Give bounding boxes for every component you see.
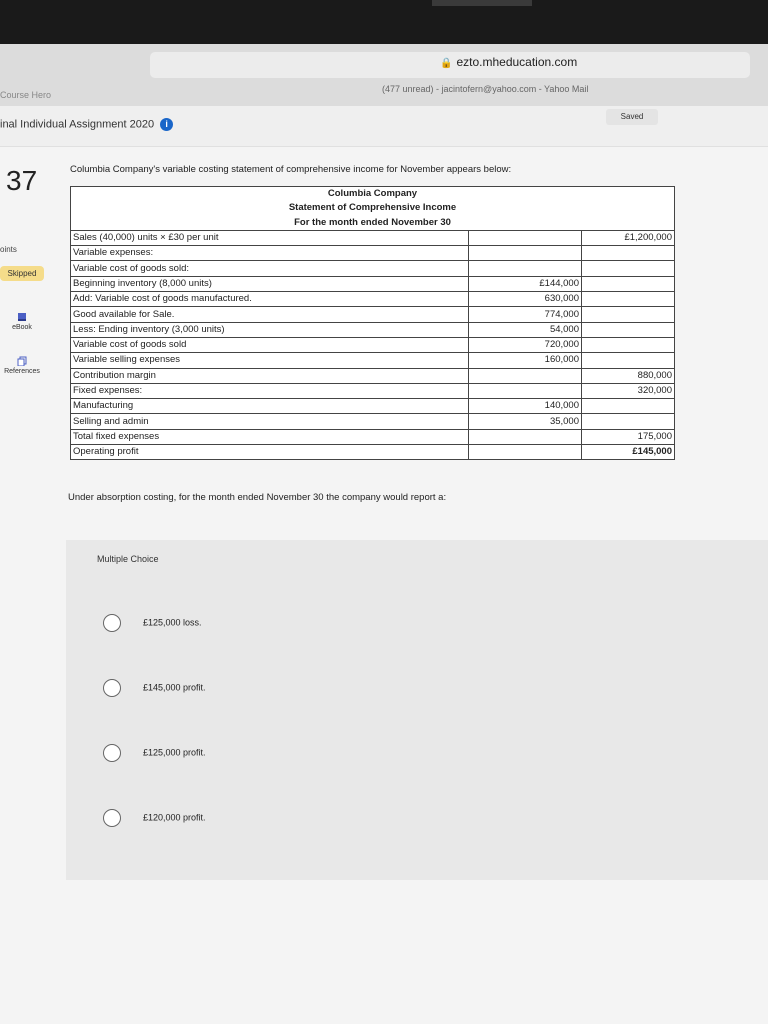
statement-row-total: £1,200,000 (582, 230, 675, 245)
references-label: References (4, 368, 40, 375)
choice-option-4[interactable] (103, 809, 206, 827)
radio-button[interactable] (103, 744, 121, 762)
radio-button[interactable] (103, 809, 121, 827)
statement-row-total (582, 307, 675, 322)
references-button[interactable] (0, 356, 44, 375)
screen-bezel (0, 0, 768, 44)
statement-row (71, 337, 675, 352)
statement-row-total (582, 414, 675, 429)
choice-label: £125,000 profit. (143, 747, 206, 758)
statement-row-label: Variable expenses: (71, 246, 469, 261)
statement-row-total (582, 261, 675, 276)
statement-row-label: Selling and admin (71, 414, 469, 429)
statement-row-amount: 54,000 (469, 322, 582, 337)
assignment-title: inal Individual Assignment 2020 i (0, 118, 173, 131)
choice-option-1[interactable] (103, 614, 202, 632)
saved-status: Saved (606, 109, 658, 125)
statement-row-total: 175,000 (582, 429, 675, 444)
statement-row (71, 292, 675, 307)
question-text: Under absorption costing, for the month ended November 30 the company would report a: (68, 492, 447, 503)
statement-row-label: Less: Ending inventory (3,000 units) (71, 322, 469, 337)
statement-row-label: Good available for Sale. (71, 307, 469, 322)
radio-button[interactable] (103, 679, 121, 697)
points-label: oints (0, 245, 17, 254)
statement-row-label: Add: Variable cost of goods manufactured. (71, 292, 469, 307)
skipped-badge: Skipped (0, 266, 44, 281)
statement-row-amount: 140,000 (469, 399, 582, 414)
statement-row (71, 322, 675, 337)
statement-row (71, 445, 675, 460)
statement-row-label: Manufacturing (71, 399, 469, 414)
statement-row-label: Operating profit (71, 445, 469, 460)
statement-row (71, 353, 675, 368)
document-icon (17, 356, 27, 366)
statement-row (71, 307, 675, 322)
statement-row-amount: 774,000 (469, 307, 582, 322)
statement-row-total (582, 399, 675, 414)
choice-label: £125,000 loss. (143, 617, 202, 628)
statement-row-total (582, 337, 675, 352)
statement-row-label: Variable selling expenses (71, 353, 469, 368)
statement-row-label: Total fixed expenses (71, 429, 469, 444)
multiple-choice-panel (66, 540, 768, 880)
statement-row (71, 276, 675, 291)
statement-row-amount: £144,000 (469, 276, 582, 291)
choice-label: £120,000 profit. (143, 812, 206, 823)
statement-row (71, 429, 675, 444)
statement-row-total (582, 276, 675, 291)
question-number: 37 (6, 165, 38, 196)
statement-row-label: Variable cost of goods sold: (71, 261, 469, 276)
lock-icon: 🔒 (440, 58, 453, 69)
statement-row (71, 246, 675, 261)
statement-row-amount (469, 383, 582, 398)
statement-row-amount (469, 445, 582, 460)
multiple-choice-label: Multiple Choice (97, 554, 159, 564)
ebook-button[interactable] (0, 312, 44, 331)
statement-row-amount (469, 368, 582, 383)
statement-row-label: Beginning inventory (8,000 units) (71, 276, 469, 291)
statement-row (71, 399, 675, 414)
choice-label: £145,000 profit. (143, 682, 206, 693)
statement-row-amount: 35,000 (469, 414, 582, 429)
statement-row (71, 368, 675, 383)
statement-row-amount (469, 261, 582, 276)
info-icon[interactable]: i (160, 118, 173, 131)
statement-row-total: £145,000 (582, 445, 675, 460)
book-icon (17, 312, 27, 322)
statement-row-label: Sales (40,000) units × £30 per unit (71, 230, 469, 245)
statement-row (71, 261, 675, 276)
tab-yahoo-mail[interactable]: (477 unread) - jacintofern@yahoo.com - Yahoo Mail (382, 84, 589, 94)
statement-company-row (71, 187, 675, 202)
statement-row-amount (469, 429, 582, 444)
statement-row-total (582, 322, 675, 337)
choice-option-2[interactable] (103, 679, 206, 697)
statement-row (71, 383, 675, 398)
tab-course-hero[interactable]: Course Hero (0, 90, 52, 100)
statement-row-total: 880,000 (582, 368, 675, 383)
statement-row-amount: 630,000 (469, 292, 582, 307)
statement-title: Statement of Comprehensive Income (71, 201, 675, 215)
statement-company: Columbia Company (71, 187, 675, 202)
camera-notch (432, 0, 532, 6)
statement-period-row (71, 216, 675, 231)
ebook-label: eBook (12, 324, 32, 331)
radio-button[interactable] (103, 614, 121, 632)
statement-row (71, 230, 675, 245)
income-statement-table (70, 186, 675, 460)
statement-row-label: Contribution margin (71, 368, 469, 383)
statement-row-label: Fixed expenses: (71, 383, 469, 398)
statement-row-total (582, 292, 675, 307)
statement-title-row (71, 201, 675, 215)
statement-row (71, 414, 675, 429)
statement-row-total (582, 246, 675, 261)
choice-option-3[interactable] (103, 744, 206, 762)
statement-row-amount (469, 230, 582, 245)
statement-row-amount: 720,000 (469, 337, 582, 352)
statement-row-total: 320,000 (582, 383, 675, 398)
statement-period: For the month ended November 30 (71, 216, 675, 231)
statement-row-amount: 160,000 (469, 353, 582, 368)
statement-row-label: Variable cost of goods sold (71, 337, 469, 352)
statement-row-total (582, 353, 675, 368)
url-display[interactable] (440, 55, 577, 69)
statement-row-amount (469, 246, 582, 261)
url-text: ezto.mheducation.com (456, 55, 578, 69)
question-prompt: Columbia Company's variable costing statement of comprehensive income for November appears below: (70, 164, 512, 175)
